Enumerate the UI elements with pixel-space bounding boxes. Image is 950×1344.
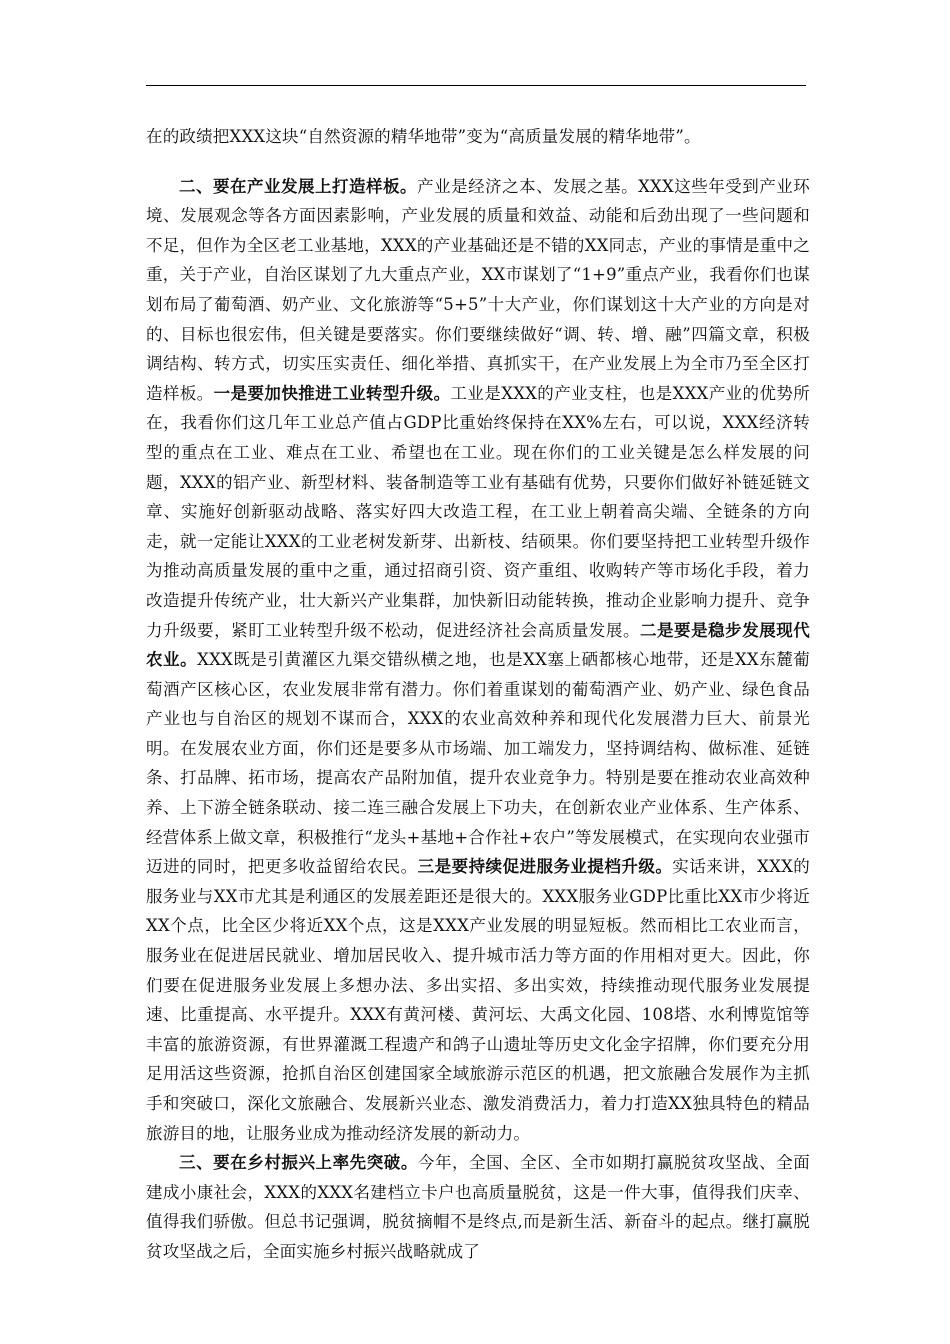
subheading-agriculture: 二是要是稳步发展现代农业。 [146, 620, 810, 670]
subheading-industry: 一是要加快推进工业转型升级。 [213, 383, 451, 403]
subheading-services: 三是要持续促进服务业提档升级。 [417, 857, 673, 877]
body-text: XXX既是引黄灌区九渠交错纵横之地，也是XX塞上硒都核心地带，还是XX东麓葡萄酒产区核心区，农业发展非常有潜力。你们着重谋划的葡萄酒产业、奶产业、绿色食品产业也与自治区的规划不谋而合，XXX的农业高效种养和现代化发展潜力巨大、前景光明。在发展农业方面，你们还是要多从市场端、加工端发力，坚持调结构、做标准、延链条、打品牌、拓市场，提高农产品附加值，提升农业竞争力。特别是要在推动农业高效种养、上下游全链条联动、接二连三融合发展上下功夫，在创新农业产业体系、生产体系、经营体系上做文章，积极推行“龙头+基地+合作社+农户”等发展模式，在实现向农业强市迈进的同时，把更多收益留给农民。 [146, 650, 810, 877]
body-text: 产业是经济之本、发展之基。XXX这些年受到产业环境、发展观念等各方面因素影响，产业发展的质量和效益、动能和后劲出现了一些问题和不足，但作为全区老工业基地，XXX的产业基础还是不错的XX同志，产业的事情是重中之重，关于产业，自治区谋划了九大重点产业，XX市谋划了“1+9”重点产业，我看你们也谋划布局了葡萄酒、奶产业、文化旅游等“5+5”十大产业，你们谋划这十大产业的方向是对的、目标也很宏伟，但关键是要落实。你们要继续做好“调、转、增、融”四篇文章，积极调结构、转方式，切实压实责任、细化举措、真抓实干，在产业发展上为全市乃至全区打造样板。 [146, 176, 810, 403]
paragraph-industry [146, 172, 810, 1149]
body-text: 今年，全国、全区、全市如期打赢脱贫攻坚战、全面建成小康社会，XXX的XXX名建档立卡户也高质量脱贫，这是一件大事，值得我们庆幸、值得我们骄傲。但总书记强调，脱贫摘帽不是终点,而是新生活、新奋斗的起点。继打赢脱贫攻坚战之后，全面实施乡村振兴战略就成了 [146, 1153, 810, 1261]
section-heading-rural: 三、要在乡村振兴上率先突破。 [179, 1153, 418, 1173]
document-body [146, 122, 810, 1267]
paragraph-rural [146, 1148, 810, 1266]
section-heading-industry: 二、要在产业发展上打造样板。 [179, 176, 418, 196]
body-text: 工业是XXX的产业支柱，也是XXX产业的优势所在，我看你们这几年工业总产值占GDP比重始终保持在XX%左右，可以说，XXX经济转型的重点在工业、难点在工业、希望也在工业。现在你们的工业关键是怎么样发展的问题，XXX的铝产业、新型材料、装备制造等工业有基础有优势，只要你们做好补链延链文章、实施好创新驱动战略、落实好四大改造工程，在工业上朝着高尖端、全链条的方向走，就一定能让XXX的工业老树发新芽、出新枝、结硕果。你们要坚持把工业转型升级作为推动高质量发展的重中之重，通过招商引资、资产重组、收购转产等市场化手段，着力改造提升传统产业，壮大新兴产业集群，加快新旧动能转换，推动企业影响力提升、竞争力升级要，紧盯工业转型升级不松动，促进经济社会高质量发展。 [146, 383, 810, 640]
header-rule [146, 85, 806, 86]
body-text: 实话来讲，XXX的服务业与XX市尤其是利通区的发展差距还是很大的。XXX服务业GDP比重比XX市少将近XX个点，比全区少将近XX个点，这是XXX产业发展的明显短板。然而相比工农业而言，服务业在促进居民就业、增加居民收入、提升城市活力等方面的作用相对更大。因此，你们要在促进服务业发展上多想办法、多出实招、多出实效，持续推动现代服务业发展提速、比重提高、水平提升。XXX有黄河楼、黄河坛、大禹文化园、108塔、水利博览馆等丰富的旅游资源，有世界灌溉工程遗产和鸽子山遗址等历史文化金字招牌，你们要充分用足用活这些资源，抢抓自治区创建国家全域旅游示范区的机遇，把文旅融合发展作为主抓手和突破口，深化文旅融合、发展新兴业态、激发消费活力，着力打造XX独具特色的精品旅游目的地，让服务业成为推动经济发展的新动力。 [146, 857, 810, 1143]
continuation-text: 在的政绩把XXX这块“自然资源的精华地带”变为“高质量发展的精华地带”。 [146, 127, 701, 146]
paragraph-continuation [146, 122, 810, 152]
